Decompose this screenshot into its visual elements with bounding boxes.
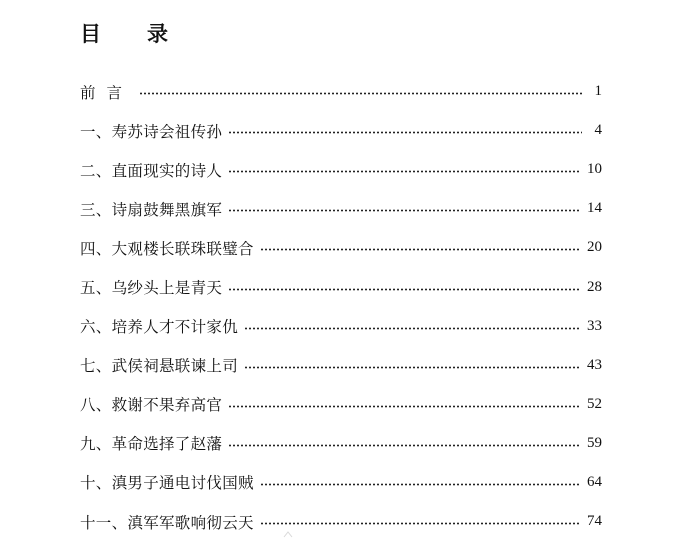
toc-entry-7[interactable] [80, 346, 602, 385]
toc-entry-title: 十、滇男子通电讨伐国贼 [80, 474, 254, 493]
toc-entry-10[interactable] [80, 463, 602, 502]
toc-entry-page: 64 [587, 473, 602, 490]
toc-entry-page: 1 [594, 83, 602, 100]
toc-entry-page: 14 [587, 200, 602, 217]
dot-leader [244, 327, 581, 330]
toc-entry-page: 74 [587, 513, 602, 530]
toc-entry-title: 一、寿苏诗会祖传孙 [80, 122, 223, 141]
toc-heading [80, 18, 168, 48]
toc-entry-title: 十一、滇军军歌响彻云天 [80, 513, 254, 532]
dot-leader [260, 248, 581, 251]
toc-entry-preface[interactable] [80, 72, 602, 111]
dot-leader [228, 405, 581, 408]
toc-entry-page: 33 [587, 317, 602, 334]
toc-entry-3[interactable] [80, 189, 602, 228]
dot-leader [228, 209, 581, 212]
toc-entry-title: 九、革命选择了赵藩 [80, 435, 223, 454]
toc-entry-title: 六、培养人才不计家仇 [80, 318, 239, 337]
toc-entry-title: 前言 [80, 83, 134, 102]
dot-leader [244, 366, 581, 369]
dot-leader [228, 170, 581, 173]
toc-entry-2[interactable] [80, 150, 602, 189]
toc-entry-4[interactable] [80, 228, 602, 267]
toc-entry-page: 4 [594, 122, 602, 139]
toc-entry-title: 四、大观楼长联珠联璧合 [80, 239, 254, 258]
toc-entry-6[interactable] [80, 307, 602, 346]
toc-entry-page: 59 [587, 434, 602, 451]
toc-entry-page: 20 [587, 239, 602, 256]
dot-leader [228, 288, 581, 291]
toc-entry-page: 52 [587, 395, 602, 412]
toc-entry-page: 43 [587, 356, 602, 373]
toc-heading-char-2: 录 [147, 21, 168, 46]
toc-entry-page: 10 [587, 161, 602, 178]
toc-entry-title: 三、诗扇鼓舞黑旗军 [80, 200, 223, 219]
toc-entry-page: 28 [587, 278, 602, 295]
toc-list [80, 72, 602, 541]
toc-entry-8[interactable] [80, 385, 602, 424]
toc-entry-title: 二、直面现实的诗人 [80, 161, 223, 180]
dot-leader [139, 92, 582, 95]
toc-entry-5[interactable] [80, 267, 602, 306]
dot-leader [228, 444, 581, 447]
toc-entry-title: 五、乌纱头上是青天 [80, 279, 223, 298]
toc-entry-11[interactable] [80, 502, 602, 541]
toc-entry-9[interactable] [80, 424, 602, 463]
toc-entry-1[interactable] [80, 111, 602, 150]
toc-entry-title: 七、武侯祠悬联谏上司 [80, 357, 239, 376]
dot-leader [260, 483, 581, 486]
watermark-fragment-icon [283, 531, 293, 538]
toc-entry-title: 八、救谢不果弃高官 [80, 396, 223, 415]
dot-leader [228, 131, 582, 134]
dot-leader [260, 522, 581, 525]
toc-heading-char-1: 目 [80, 21, 101, 46]
